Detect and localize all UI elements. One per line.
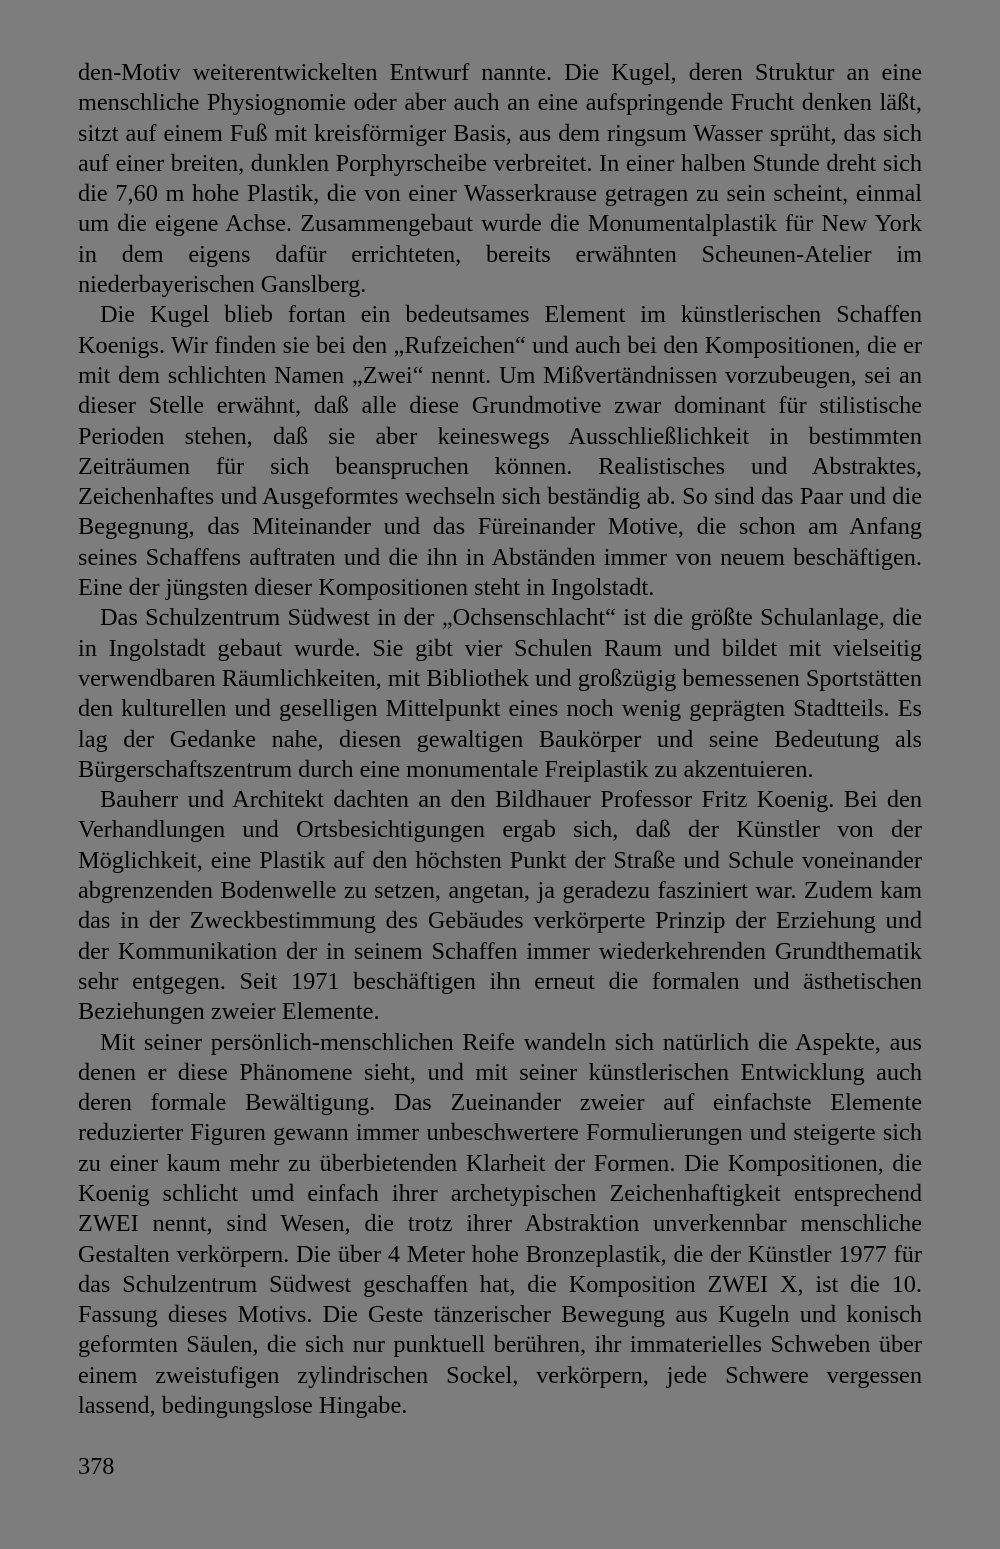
paragraph-5: Mit seiner persönlich-menschlichen Reife wandeln sich natürlich die Aspekte, aus denen er diese Phänomene sieht, und mit seiner künstlerischen Entwicklung auch deren formale Bewältigung. Das Zueinander zweier auf einfachste Elemente reduzierter Figuren gewann immer unbeschwertere Formulierungen und steigerte sich zu einer kaum mehr zu überbietenden Klarheit der Formen. Die Kompositionen, die Koenig schlicht umd einfach ihrer archetypischen Zeichenhaftigkeit entsprechend ZWEI nennt, sind Wesen, die trotz ihrer Abstraktion unverkennbar menschliche Gestalten verkörpern. Die über 4 Meter hohe Bronzeplastik, die der Künstler 1977 für das Schulzentrum Südwest geschaffen hat, die Komposition ZWEI X, ist die 10. Fassung dieses Motivs. Die Geste tänzerischer Bewegung aus Kugeln und konisch geformten Säulen, die sich nur punktuell berühren, ihr immaterielles Schweben über einem zweistufigen zylindrischen Sockel, verkörpern, jede Schwere vergessen lassend, bedingungslose Hingabe. [78, 1028, 922, 1420]
page-number: 378 [78, 1453, 115, 1480]
paragraph-1: den-Motiv weiterentwickelten Entwurf nannte. Die Kugel, deren Struktur an eine menschliche Physiognomie oder aber auch an eine aufspringende Frucht denken läßt, sitzt auf einem Fuß mit kreisförmiger Basis, aus dem ringsum Wasser sprüht, das sich auf einer breiten, dunklen Porphyrscheibe verbreitet. In einer halben Stunde dreht sich die 7,60 m hohe Plastik, die von einer Wasserkrause getragen zu sein scheint, einmal um die eigene Achse. Zusammengebaut wurde die Monumentalplastik für New York in dem eigens dafür errichteten, bereits erwähnten Scheunen-Atelier im niederbayerischen Ganslberg. [78, 59, 922, 299]
paragraph-4: Bauherr und Architekt dachten an den Bildhauer Professor Fritz Koenig. Bei den Verhandlungen und Ortsbesichtigungen ergab sich, daß der Künstler von der Möglichkeit, eine Plastik auf den höchsten Punkt der Straße und Schule voneinander abgrenzenden Bodenwelle zu setzen, angetan, ja geradezu fasziniert war. Zudem kam das in der Zweckbestimmung des Gebäudes verkörperte Prinzip der Erziehung und der Kommunikation der in seinem Schaffen immer wiederkehrenden Grundthematik sehr entgegen. Seit 1971 beschäftigen ihn erneut die formalen und ästhetischen Beziehungen zweier Elemente. [78, 786, 922, 1026]
paragraph-2: Die Kugel blieb fortan ein bedeutsames Element im künstlerischen Schaffen Koenigs. Wir finden sie bei den „Rufzeichen“ und auch bei den Kompositionen, die er mit dem schlichten Namen „Zwei“ nennt. Um Mißvertändnissen vorzubeugen, sei an dieser Stelle erwähnt, daß alle diese Grundmotive zwar dominant für stilistische Perioden stehen, daß sie aber keineswegs Ausschließlichkeit in bestimmten Zeiträumen für sich beanspruchen können. Realistisches und Abstraktes, Zeichenhaftes und Ausgeformtes wechseln sich beständig ab. So sind das Paar und die Begegnung, das Miteinander und das Füreinander Motive, die schon am Anfang seines Schaffens auftraten und die ihn in Abständen immer von neuem beschäftigen. Eine der jüngsten dieser Kompositionen steht in Ingolstadt. [78, 301, 922, 602]
paragraph-3: Das Schulzentrum Südwest in der „Ochsenschlacht“ ist die größte Schulanlage, die in Ingolstadt gebaut wurde. Sie gibt vier Schulen Raum und bildet mit vielseitig verwendbaren Räumlichkeiten, mit Bibliothek und großzügig bemessenen Sportstätten den kulturellen und geselligen Mittelpunkt eines noch wenig geprägten Stadtteils. Es lag der Gedanke nahe, diesen gewaltigen Baukörper und seine Bedeutung als Bürgerschaftszentrum durch eine monumentale Freiplastik zu akzentuieren. [78, 604, 922, 783]
body-text [78, 58, 922, 1421]
